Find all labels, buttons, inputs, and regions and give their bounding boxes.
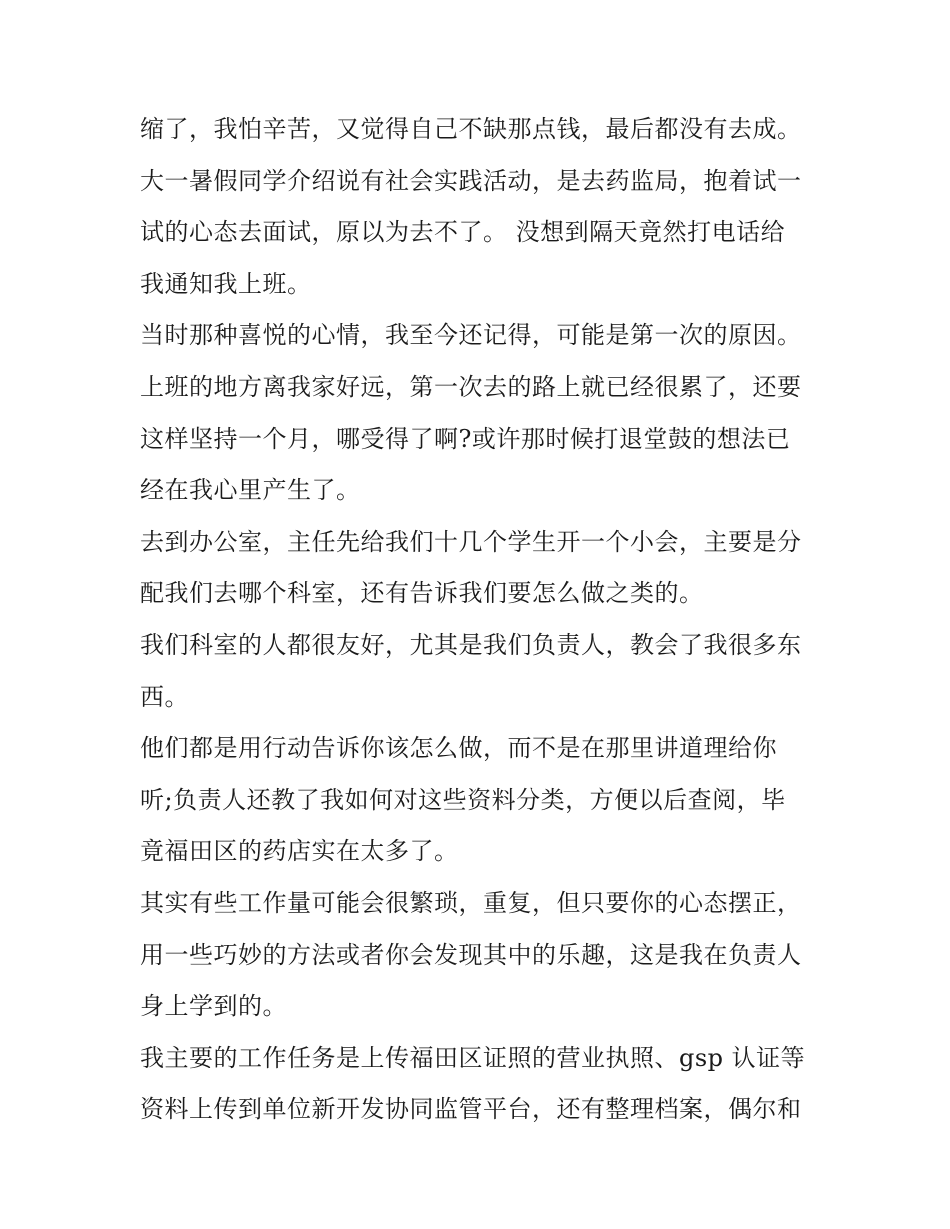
text-line-5: 当时那种喜悦的心情，我至今还记得，可能是第一次的原因。 (140, 321, 802, 350)
text-line-12: 西。 (140, 682, 189, 711)
text-line-14: 听;负责人还教了我如何对这些资料分类，方便以后查阅，毕 (140, 785, 786, 814)
text-line-2: 大一暑假同学介绍说有社会实践活动，是去药监局，抱着试一 (140, 166, 802, 195)
text-line-8: 经在我心里产生了。 (140, 476, 361, 505)
text-line-9: 去到办公室，主任先给我们十几个学生开一个小会，主要是分 (140, 527, 802, 556)
text-line-18: 身上学到的。 (140, 992, 287, 1021)
text-line-1: 缩了，我怕辛苦，又觉得自己不缺那点钱，最后都没有去成。 (140, 115, 802, 143)
text-line-15: 竟福田区的药店实在太多了。 (140, 837, 459, 866)
text-line-6: 上班的地方离我家好远，第一次去的路上就已经很累了，还要 (140, 372, 802, 401)
text-line-10: 配我们去哪个科室，还有告诉我们要怎么做之类的。 (140, 579, 704, 608)
text-line-4: 我通知我上班。 (140, 269, 312, 298)
text-line-19: 我主要的工作任务是上传福田区证照的营业执照、gsp 认证等 (140, 1043, 806, 1072)
text-line-11: 我们科室的人都很友好，尤其是我们负责人，教会了我很多东 (140, 630, 802, 659)
text-line-13: 他们都是用行动告诉你该怎么做，而不是在那里讲道理给你 (140, 734, 777, 763)
body-text (140, 104, 820, 1136)
text-line-16: 其实有些工作量可能会很繁琐，重复，但只要你的心态摆正， (140, 888, 802, 917)
text-line-3: 试的心态去面试，原以为去不了。 没想到隔天竟然打电话给 (140, 218, 786, 247)
text-line-17: 用一些巧妙的方法或者你会发现其中的乐趣，这是我在负责人 (140, 940, 802, 969)
text-line-7: 这样坚持一个月，哪受得了啊?或许那时候打退堂鼓的想法已 (140, 424, 791, 453)
text-line-20: 资料上传到单位新开发协同监管平台，还有整理档案，偶尔和 (140, 1095, 802, 1124)
